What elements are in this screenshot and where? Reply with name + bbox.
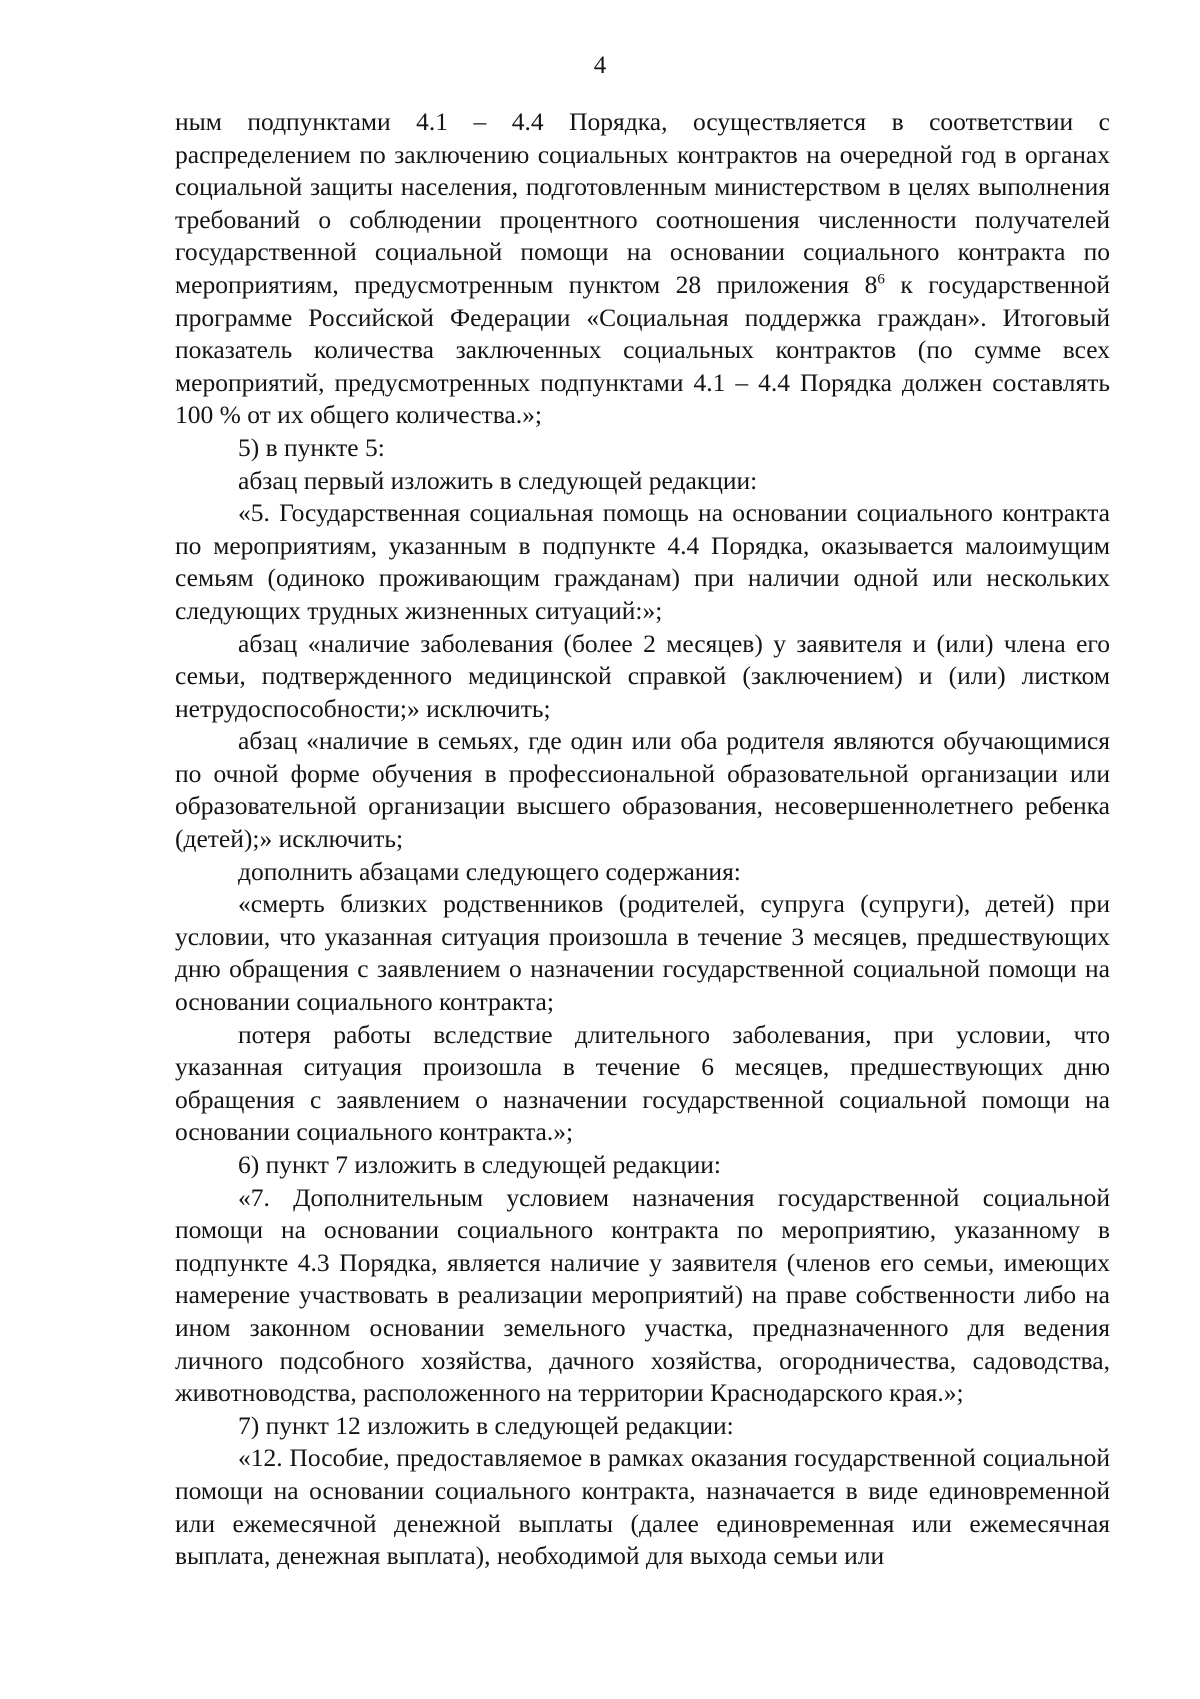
page-number: 4 xyxy=(593,52,607,79)
paragraph: дополнить абзацами следующего содержания: xyxy=(238,856,741,886)
paragraph-continuation xyxy=(175,106,1110,432)
superscript: 6 xyxy=(877,271,885,288)
paragraph: абзац «наличие в семьях, где один или оба родителя являются обучающимися по очной форме обучения в профессиональной образовательной организации или образовательной организации высшего образования, несовершеннолетнего ребенка (детей);» исключить; xyxy=(175,726,1110,854)
paragraph: «7. Дополнительным условием назначения государственной социальной помощи на основании социального контракта по мероприятию, указанному в подпункте 4.3 Порядка, является наличие у заявителя (членов его семьи, имеющих намерение участвовать в реализации мероприятий) на праве собственности либо на ином законном основании земельного участка, предназначенного для ведения личного подсобного хозяйства, дачного хозяйства, огородничества, садоводства, животноводства, расположенного на территории Краснодарского края.»; xyxy=(175,1182,1110,1408)
paragraph: «5. Государственная социальная помощь на основании социального контракта по мероприятиям, указанным в подпункте 4.4 Порядка, оказывается малоимущим семьям (одиноко проживающим гражданам) при наличии одной или нескольких следующих трудных жизненных ситуаций:»; xyxy=(175,498,1110,625)
paragraph: «смерть близких родственников (родителей, супруга (супруги), детей) при условии, что указанная ситуация произошла в течение 3 месяцев, предшествующих дню обращения с заявлением о назначении государственной социальной помощи на основании социального контракта; xyxy=(175,889,1110,1017)
paragraph: «12. Пособие, предоставляемое в рамках оказания государственной социальной помощи на основании социального контракта, назначается в виде единовременной или ежемесячной денежной выплаты (далее единовременная или ежемесячная выплата, денежная выплата), необходимой для выхода семьи или xyxy=(175,1443,1110,1571)
paragraph: абзац «наличие заболевания (более 2 месяцев) у заявителя и (или) члена его семьи, подтвержденного медицинской справкой (заключением) и (или) листком нетрудоспособности;» исключить; xyxy=(175,628,1110,723)
document-body xyxy=(175,106,1110,1573)
paragraph: абзац первый изложить в следующей редакции: xyxy=(238,465,758,495)
paragraph-text: к государственной программе Российской Федерации «Социальная поддержка граждан». Итоговый показатель количества заключенных социальных контрактов (по сумме всех мероприятий, предусмотренных подпунктами 4.1 – 4.4 Порядка должен составлять 100 % от их общего количества.»; xyxy=(175,269,1110,430)
paragraph: 6) пункт 7 изложить в следующей редакции: xyxy=(238,1150,721,1179)
paragraph-text: ным подпунктами 4.1 – 4.4 Порядка, осуществляется в соответствии с распределением по заключению социальных контрактов на очередной год в органах социальной защиты населения, подготовленным министерством в целях выполнения требований о соблюдении процентного соотношения численности получателей государственной социальной помощи на основании социального контракта по мероприятиям, предусмотренным пунктом 28 приложения 8 xyxy=(175,107,1110,299)
paragraph: 7) пункт 12 изложить в следующей редакции: xyxy=(238,1410,734,1440)
paragraph: 5) в пункте 5: xyxy=(238,432,385,462)
paragraph: потеря работы вследствие длительного заболевания, при условии, что указанная ситуация произошла в течение 6 месяцев, предшествующих дню обращения с заявлением о назначении государственной социальной помощи на основании социального контракта.»; xyxy=(175,1019,1110,1147)
